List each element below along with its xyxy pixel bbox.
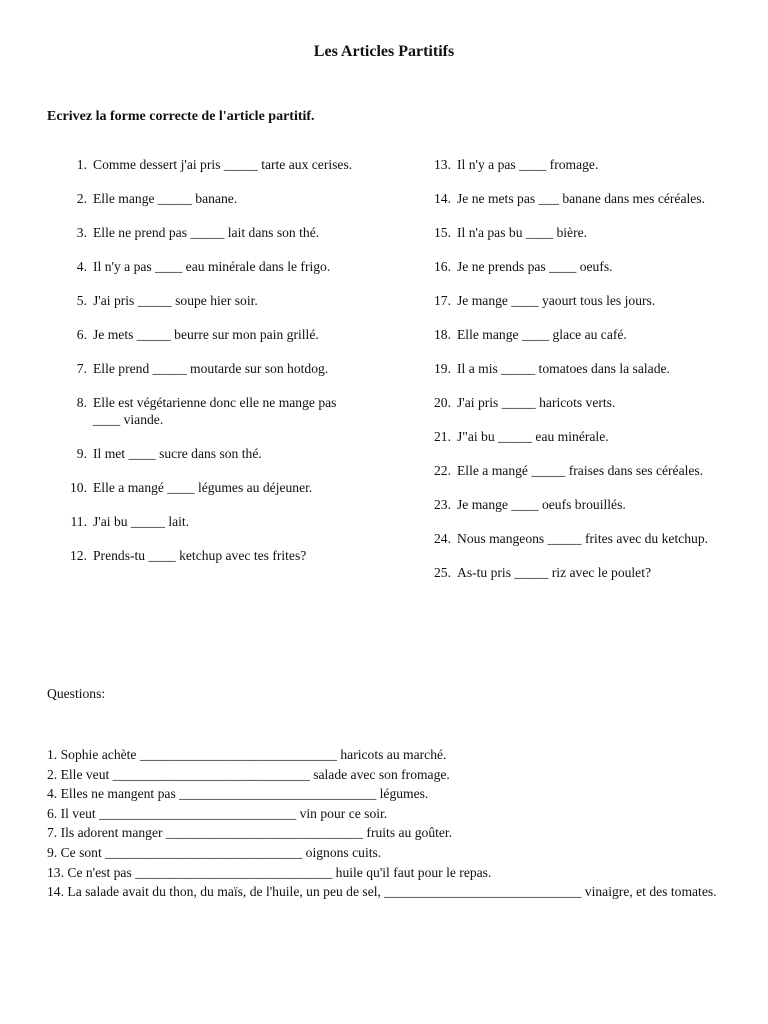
exercise-text: Je ne prends pas ____ oeufs.: [457, 259, 613, 274]
exercise-item: [430, 428, 720, 445]
exercise-number: 24.: [434, 531, 451, 546]
question-item: 6. Il veut _____________________________ vin pour ce soir.: [47, 805, 388, 821]
exercise-item: [430, 496, 720, 513]
exercise-text: Je mange ____ yaourt tous les jours.: [457, 293, 656, 308]
exercise-text: Je ne mets pas ___ banane dans mes céréales.: [457, 191, 705, 206]
exercise-text: As-tu pris _____ riz avec le poulet?: [457, 565, 652, 580]
exercise-number: 17.: [434, 293, 451, 308]
exercise-item: [430, 326, 720, 343]
exercise-item: [66, 360, 366, 377]
question-item: 2. Elle veut _____________________________ salade avec son fromage.: [47, 766, 450, 782]
exercise-text: Il n'y a pas ____ fromage.: [457, 157, 599, 172]
exercise-item: [66, 394, 366, 428]
exercise-text: Comme dessert j'ai pris _____ tarte aux cerises.: [93, 157, 353, 172]
exercise-text: Elle mange ____ glace au café.: [457, 327, 627, 342]
exercise-text: Elle est végétarienne donc elle ne mange pas ____ viande.: [93, 395, 337, 427]
exercise-text: Il a mis _____ tomatoes dans la salade.: [457, 361, 670, 376]
exercise-number: 25.: [434, 565, 451, 580]
exercise-item: [66, 445, 366, 462]
exercise-text: Il n'y a pas ____ eau minérale dans le frigo.: [93, 259, 331, 274]
exercise-item: [430, 462, 720, 479]
exercise-number: 7.: [76, 361, 87, 376]
exercise-item: [430, 190, 720, 207]
exercise-text: J'ai pris _____ haricots verts.: [457, 395, 616, 410]
exercise-text: Elle mange _____ banane.: [93, 191, 238, 206]
question-item: 14. La salade avait du thon, du maïs, de l'huile, un peu de sel, _____________________________ vinaigre, et des tomates.: [47, 884, 717, 900]
exercise-text: J'ai pris _____ soupe hier soir.: [93, 293, 258, 308]
page-title: Les Articles Partitifs: [313, 43, 455, 60]
exercise-number: 18.: [434, 327, 451, 342]
question-item: 1. Sophie achète _____________________________ haricots au marché.: [47, 747, 447, 762]
exercise-number: 8.: [76, 395, 87, 410]
exercise-item: [66, 190, 366, 207]
question-item: 9. Ce sont _____________________________ oignons cuits.: [47, 844, 382, 860]
exercise-item: [66, 156, 366, 173]
exercise-item: [66, 547, 366, 564]
exercise-number: 23.: [434, 497, 451, 512]
exercise-number: 14.: [434, 191, 451, 206]
instruction-text: Ecrivez la forme correcte de l'article partitif.: [47, 109, 315, 124]
exercise-number: 10.: [70, 480, 87, 495]
exercise-text: Elle a mangé ____ légumes au déjeuner.: [93, 480, 313, 495]
exercise-item: [430, 258, 720, 275]
exercise-number: 20.: [434, 395, 451, 410]
exercise-number: 21.: [434, 429, 451, 444]
exercise-number: 15.: [434, 225, 451, 240]
exercise-item: [430, 530, 720, 547]
exercise-text: Je mange ____ oeufs brouillés.: [457, 497, 626, 512]
exercise-number: 1.: [76, 157, 87, 172]
exercise-column-left: [66, 156, 366, 581]
exercise-number: 6.: [76, 327, 87, 342]
exercise-text: Elle prend _____ moutarde sur son hotdog.: [93, 361, 329, 376]
exercise-item: [66, 224, 366, 241]
exercise-number: 13.: [434, 157, 451, 172]
exercise-item: [430, 292, 720, 309]
exercise-item: [66, 292, 366, 309]
exercise-item: [66, 326, 366, 343]
question-item: 4. Elles ne mangent pas _____________________________ légumes.: [47, 786, 429, 802]
exercise-number: 19.: [434, 361, 451, 376]
exercise-text: Je mets _____ beurre sur mon pain grillé.: [93, 327, 319, 342]
exercise-item: [430, 394, 720, 411]
exercise-item: [66, 479, 366, 496]
question-item: 13. Ce n'est pas _____________________________ huile qu'il faut pour le repas.: [47, 864, 492, 880]
exercise-item: [430, 360, 720, 377]
exercise-text: Prends-tu ____ ketchup avec tes frites?: [93, 548, 307, 563]
exercise-number: 11.: [70, 514, 87, 529]
exercise-item: [66, 258, 366, 275]
exercise-item: [430, 156, 720, 173]
exercise-number: 12.: [70, 548, 87, 563]
exercise-text: J'ai bu _____ lait.: [93, 514, 190, 529]
exercise-number: 3.: [76, 225, 87, 240]
exercise-text: Il met ____ sucre dans son thé.: [93, 446, 262, 461]
exercise-text: Elle a mangé _____ fraises dans ses céréales.: [457, 463, 704, 478]
exercise-number: 22.: [434, 463, 451, 478]
exercise-item: [430, 564, 720, 581]
questions-heading: Questions:: [47, 686, 106, 701]
exercise-number: 16.: [434, 259, 451, 274]
exercise-column-right: [430, 156, 720, 598]
exercise-item: [430, 224, 720, 241]
exercise-text: Elle ne prend pas _____ lait dans son thé.: [93, 225, 320, 240]
exercise-number: 9.: [76, 446, 87, 461]
exercise-number: 4.: [76, 259, 87, 274]
exercise-text: J"ai bu _____ eau minérale.: [457, 429, 609, 444]
exercise-item: [66, 513, 366, 530]
exercise-text: Il n'a pas bu ____ bière.: [457, 225, 588, 240]
exercise-text: Nous mangeons _____ frites avec du ketchup.: [457, 531, 709, 546]
exercise-number: 2.: [76, 191, 87, 206]
questions-list: [47, 745, 727, 902]
question-item: 7. Ils adorent manger _____________________________ fruits au goûter.: [47, 825, 453, 841]
exercise-number: 5.: [76, 293, 87, 308]
